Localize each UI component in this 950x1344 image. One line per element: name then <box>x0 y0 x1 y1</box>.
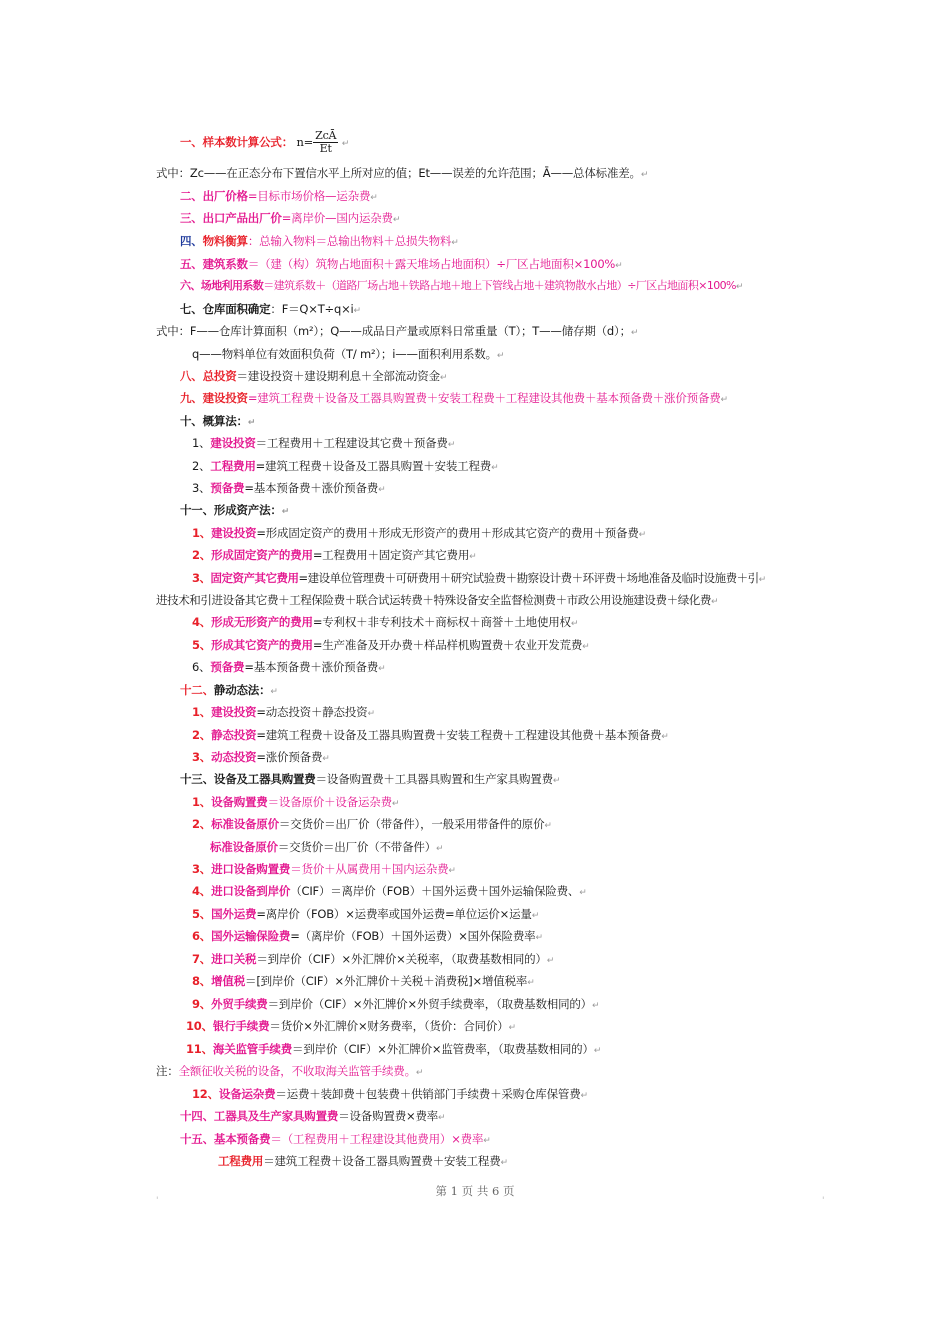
line-sd-1 <box>192 705 375 721</box>
item-number: 5、 <box>192 638 212 652</box>
formula-numerator: ZcĀ <box>315 129 337 142</box>
item-title: 标准设备原价 <box>211 817 279 831</box>
item-text: =专利权＋非专利技术＋商标权＋商誉＋土地使用权 <box>312 615 571 629</box>
line-eq-11 <box>186 1042 601 1058</box>
item-number: 4、 <box>192 884 212 898</box>
item-text: ＝[到岸价（CIF）×外汇牌价＋关税＋消费税]×增值税率 <box>245 974 528 988</box>
line-engineering-cost <box>218 1154 508 1170</box>
line-eq-5 <box>192 907 539 923</box>
item-title: 进口设备购置费 <box>211 862 291 876</box>
line-eq-3 <box>192 862 456 878</box>
item-number: 9、 <box>192 997 212 1011</box>
line-warehouse-area <box>180 302 361 318</box>
paragraph-mark: ↵ <box>593 1046 602 1056</box>
line-eq-8 <box>192 974 535 990</box>
paragraph-mark: ↵ <box>391 799 400 809</box>
paragraph-mark: ↵ <box>378 664 386 674</box>
item-title: 国外运费 <box>211 907 257 921</box>
formula-denominator: Et <box>319 142 332 155</box>
line-factory-price <box>180 189 378 205</box>
item-text: ＝到岸价（CIF）×外汇牌价×监管费率，（取费基数相同的） <box>292 1042 594 1056</box>
line-basic-reserve <box>180 1132 491 1148</box>
formula-n: n= <box>296 135 314 149</box>
item-title: 预备费 <box>210 660 245 674</box>
heading-static-dynamic: 静动态法： <box>213 683 271 697</box>
line-est-2 <box>192 459 498 475</box>
item-number: 4、 <box>192 615 212 629</box>
paragraph-mark: ↵ <box>531 911 540 921</box>
paragraph-mark: ↵ <box>711 597 719 607</box>
paragraph-mark: ↵ <box>638 530 646 540</box>
paragraph-mark: ↵ <box>508 1023 516 1033</box>
item-number: 5、 <box>192 907 212 921</box>
item-title: 增值税 <box>211 974 246 988</box>
text-total-investment: ＝建设投资＋建设期利息＋全部流动资金 <box>236 369 440 383</box>
paragraph-mark: ↵ <box>491 463 499 473</box>
heading-building-coefficient: 五、建筑系数 <box>180 257 248 271</box>
item-text: =（离岸价（FOB）＋国外运费）×国外保险费率 <box>290 929 536 943</box>
line-sd-2 <box>192 728 669 744</box>
item-number: 10、 <box>186 1019 213 1033</box>
item-number: 1、 <box>192 705 212 719</box>
text-building-coefficient: ＝（建（构）筑物占地面积＋露天堆场占地面积）÷厂区占地面积×100% <box>247 257 616 271</box>
paragraph-mark: ↵ <box>552 776 561 786</box>
line-warehouse-notes-1 <box>156 324 638 340</box>
item-text: =基本预备费＋涨价预备费 <box>244 481 379 495</box>
line-formula-notes <box>156 166 648 182</box>
paragraph-mark: ↵ <box>281 507 290 517</box>
item-title: 银行手续费 <box>212 1019 270 1033</box>
text-tools-furniture: ＝设备购置费×费率 <box>338 1109 439 1123</box>
paragraph-mark: ↵ <box>341 139 350 149</box>
line-construction-investment <box>180 391 728 407</box>
item-text: ＝货价＋从属费用＋国内运杂费 <box>290 862 449 876</box>
paragraph-mark: ↵ <box>758 575 766 585</box>
item-number: 3、 <box>192 750 212 764</box>
item-title: 海关监管手续费 <box>212 1042 293 1056</box>
item-number: 8、 <box>192 974 212 988</box>
paragraph-mark: ↵ <box>500 1158 508 1168</box>
line-warehouse-notes-2 <box>192 347 504 363</box>
paragraph-mark: ↵ <box>579 888 587 898</box>
paragraph-mark: ↵ <box>661 732 669 742</box>
line-est-1 <box>192 436 455 452</box>
item-number: 2、 <box>192 728 212 742</box>
line-eq-2 <box>192 817 552 833</box>
line-asset-2 <box>192 548 477 564</box>
line-equipment-purchase <box>180 772 560 788</box>
paragraph-mark: ↵ <box>535 933 543 943</box>
paragraph-mark: ↵ <box>496 351 505 361</box>
heading-tools-furniture: 十四、工器具及生产家具购置费 <box>180 1109 339 1123</box>
item-title: 设备购置费 <box>211 795 268 809</box>
line-eq-4 <box>192 884 587 900</box>
paragraph-mark: ↵ <box>591 1001 600 1011</box>
paragraph-mark: ↵ <box>615 261 623 271</box>
paragraph-mark: ↵ <box>451 238 459 248</box>
text-warehouse-area: ：F＝Q×T÷q×i <box>270 302 354 316</box>
item-text: （CIF）＝离岸价（FOB）＋国外运费＋国外运输保险费、 <box>290 884 580 898</box>
line-eq-2b <box>210 840 443 856</box>
paragraph-mark: ↵ <box>546 956 555 966</box>
item-text: ＝货价×外汇牌价×财务费率，（货价：合同价） <box>269 1019 509 1033</box>
item-number: 3、 <box>192 571 211 585</box>
item-title: 建设投资 <box>211 705 257 719</box>
paragraph-mark: ↵ <box>370 193 378 203</box>
item-text: ＝到岸价（CIF）×外汇牌价×外贸手续费率，（取费基数相同的） <box>267 997 592 1011</box>
item-number: 2、 <box>192 548 212 562</box>
item-title: 动态投资 <box>211 750 257 764</box>
item-title: 预备费 <box>210 481 245 495</box>
line-asset-1 <box>192 526 646 542</box>
text-site-utilization: ＝建筑系数＋（道路厂场占地＋铁路占地＋地上下管线占地＋建筑物散水占地）÷厂区占地面积×100% <box>263 279 736 292</box>
paragraph-mark: ↵ <box>580 1091 588 1101</box>
line-export-price <box>180 211 400 227</box>
item-text: =生产准备及开办费＋样品样机购置费＋农业开发荒费 <box>312 638 583 652</box>
line-estimate-method <box>180 414 255 430</box>
paragraph-mark: ↵ <box>469 552 477 562</box>
item-title: 建设投资 <box>211 526 257 540</box>
warehouse-notes-2: q——物料单位有效面积负荷（T/ m²）；i——面积利用系数。 <box>192 347 497 361</box>
item-text: =工程费用＋固定资产其它费用 <box>312 548 470 562</box>
paragraph-mark: ↵ <box>630 328 639 338</box>
paragraph-mark: ↵ <box>378 485 386 495</box>
line-eq-1 <box>192 795 399 811</box>
note-text: 全额征收关税的设备，不收取海关监管手续费。 <box>178 1064 416 1078</box>
item-text: ＝交货价＝出厂价（不带备件） <box>277 840 437 854</box>
item-title: 形成其它资产的费用 <box>211 638 313 652</box>
line-total-investment <box>180 369 447 385</box>
paragraph-mark: ↵ <box>353 306 361 316</box>
heading-estimate-method: 十、概算法： <box>180 414 248 428</box>
heading-sample-formula: 一、样本数计算公式： <box>180 135 293 149</box>
line-asset-5 <box>192 638 590 654</box>
line-static-dynamic <box>180 683 278 699</box>
item-number: 3、 <box>192 481 211 495</box>
line-tools-furniture <box>180 1109 445 1125</box>
paragraph-mark: ↵ <box>483 1136 491 1146</box>
margin-mark-right: ' <box>822 1196 825 1206</box>
paragraph-mark: ↵ <box>367 709 375 719</box>
heading-static-dynamic-num: 十二、 <box>180 683 214 697</box>
text-material-balance: ：总输入物料＝总输出物料＋总损失物料 <box>247 234 452 248</box>
heading-asset-method: 十一、形成资产法： <box>180 503 282 517</box>
line-asset-3-cont <box>156 593 718 609</box>
item-title: 进口设备到岸价 <box>211 884 291 898</box>
text-export-price: =离岸价—国内运杂费 <box>281 211 393 225</box>
item-text: =离岸价（FOB）×运费率或国外运费=单位运价×运量 <box>256 907 532 921</box>
heading-site-utilization: 六、场地利用系数 <box>180 279 264 292</box>
item-title: 国外运输保险费 <box>211 929 291 943</box>
item-number: 6、 <box>192 929 212 943</box>
paragraph-mark: ↵ <box>582 642 590 652</box>
paragraph-mark: ↵ <box>544 821 552 831</box>
line-sample-formula <box>180 130 349 155</box>
item-title: 工程费用 <box>210 459 256 473</box>
item-title: 固定资产其它费用 <box>210 571 299 585</box>
item-number: 3、 <box>192 862 212 876</box>
item-title: 形成固定资产的费用 <box>211 548 313 562</box>
paragraph-mark: ↵ <box>436 844 444 854</box>
line-asset-6 <box>192 660 385 676</box>
formula-notes: 式中：Zc——在正态分布下置信水平上所对应的值；Et——误差的允许范围；Ā——总体标准差。 <box>156 166 641 180</box>
item-title: 标准设备原价 <box>210 840 278 854</box>
paragraph-mark: ↵ <box>438 1113 446 1123</box>
item-number: 2、 <box>192 459 211 473</box>
item-title: 外贸手续费 <box>211 997 268 1011</box>
paragraph-mark: ↵ <box>527 978 535 988</box>
paragraph-mark: ↵ <box>447 440 456 450</box>
item-number: 1、 <box>192 795 212 809</box>
line-building-coefficient <box>180 257 623 273</box>
item-text: ＝运费＋装卸费＋包装费＋供销部门手续费＋采购仓库保管费 <box>275 1087 581 1101</box>
paragraph-mark: ↵ <box>448 866 456 876</box>
heading-total-investment: 八、总投资 <box>180 369 237 383</box>
item-number: 6、 <box>192 660 211 674</box>
item-text: ＝设备原价＋设备运杂费 <box>267 795 392 809</box>
formula-fraction <box>313 130 338 155</box>
item-text: =建设单位管理费＋可研费用＋研究试验费＋勘察设计费＋环评费＋场地准备及临时设施费＋引 <box>298 571 759 585</box>
heading-equipment-purchase: 十三、设备及工器具购置费 <box>180 772 316 786</box>
paragraph-mark: ↵ <box>270 687 278 697</box>
paragraph-mark: ↵ <box>247 418 256 428</box>
item-title: 静态投资 <box>211 728 257 742</box>
line-eq-7 <box>192 952 554 968</box>
item-number: 2、 <box>192 817 212 831</box>
text-construction-investment: =建筑工程费＋设备及工器具购置费＋安装工程费＋工程建设其他费＋基本预备费＋涨价预备费 <box>247 391 721 405</box>
paragraph-mark: ↵ <box>735 282 743 292</box>
heading-material-balance: 物料衡算 <box>202 234 248 248</box>
margin-mark-left: ' <box>156 1196 159 1206</box>
text-equipment-purchase: ＝设备购置费＋工具器具购置和生产家具购置费 <box>315 772 553 786</box>
item-number: 1、 <box>192 526 212 540</box>
item-text-continued: 进技术和引进设备其它费＋工程保险费＋联合试运转费＋特殊设备安全监督检测费＋市政公用设施建设费＋绿化费 <box>156 593 711 607</box>
item-number: 1、 <box>192 436 211 450</box>
item-text: ＝到岸价（CIF）×外汇牌价×关税率，（取费基数相同的） <box>256 952 547 966</box>
paragraph-mark: ↵ <box>570 619 579 629</box>
heading-warehouse-area: 七、仓库面积确定 <box>180 302 271 316</box>
line-asset-method <box>180 503 289 519</box>
item-number: 7、 <box>192 952 212 966</box>
item-title: 进口关税 <box>211 952 257 966</box>
line-site-utilization <box>180 279 743 294</box>
line-eq-6 <box>192 929 543 945</box>
heading-engineering-cost: 工程费用 <box>218 1154 264 1168</box>
line-material-balance <box>180 234 459 250</box>
paragraph-mark: ↵ <box>322 754 330 764</box>
line-eq-12 <box>192 1087 588 1103</box>
item-text: =动态投资＋静态投资 <box>256 705 368 719</box>
paragraph-mark: ↵ <box>720 395 728 405</box>
line-sd-3 <box>192 750 330 766</box>
paragraph-mark: ↵ <box>640 170 649 180</box>
heading-basic-reserve: 十五、基本预备费 <box>180 1132 271 1146</box>
paragraph-mark: ↵ <box>415 1068 424 1078</box>
warehouse-notes-1: 式中：F——仓库计算面积（m²）；Q——成品日产量或原料日常重量（T）；T——储存期（d）； <box>156 324 631 338</box>
item-number: 11、 <box>186 1042 213 1056</box>
line-note <box>156 1064 423 1080</box>
item-text: ＝交货价＝出厂价（带备件），一般采用带备件的原价 <box>278 817 545 831</box>
heading-factory-price: 二、出厂价格 <box>180 189 248 203</box>
paragraph-mark: ↵ <box>439 373 448 383</box>
heading-export-price: 三、出口产品出厂价 <box>180 211 282 225</box>
text-engineering-cost: ＝建筑工程费＋设备工器具购置费＋安装工程费 <box>263 1154 501 1168</box>
note-label: 注： <box>156 1064 179 1078</box>
item-text: =建筑工程费＋设备及工器具购置费＋安装工程费＋工程建设其他费＋基本预备费 <box>256 728 662 742</box>
page-footer: 第 1 页 共 6 页 <box>435 1184 515 1198</box>
line-asset-4 <box>192 615 578 631</box>
text-basic-reserve: ＝（工程费用＋工程建设其他费用）×费率 <box>270 1132 484 1146</box>
item-text: ＝工程费用＋工程建设其它费＋预备费 <box>255 436 448 450</box>
item-text: =涨价预备费 <box>256 750 323 764</box>
item-title: 形成无形资产的费用 <box>211 615 313 629</box>
item-text: =基本预备费＋涨价预备费 <box>244 660 379 674</box>
line-est-3 <box>192 481 385 497</box>
item-title: 设备运杂费 <box>218 1087 276 1101</box>
item-text: =形成固定资产的费用＋形成无形资产的费用＋形成其它资产的费用＋预备费 <box>256 526 639 540</box>
line-asset-3 <box>192 571 766 587</box>
item-text: =建筑工程费＋设备及工器具购置＋安装工程费 <box>255 459 492 473</box>
line-eq-10 <box>186 1019 516 1035</box>
heading-construction-investment: 九、建设投资 <box>180 391 248 405</box>
item-number: 12、 <box>192 1087 219 1101</box>
number-material-balance: 四、 <box>180 234 203 248</box>
paragraph-mark: ↵ <box>392 215 401 225</box>
item-title: 建设投资 <box>210 436 256 450</box>
line-eq-9 <box>192 997 599 1013</box>
text-factory-price: =目标市场价格—运杂费 <box>247 189 371 203</box>
